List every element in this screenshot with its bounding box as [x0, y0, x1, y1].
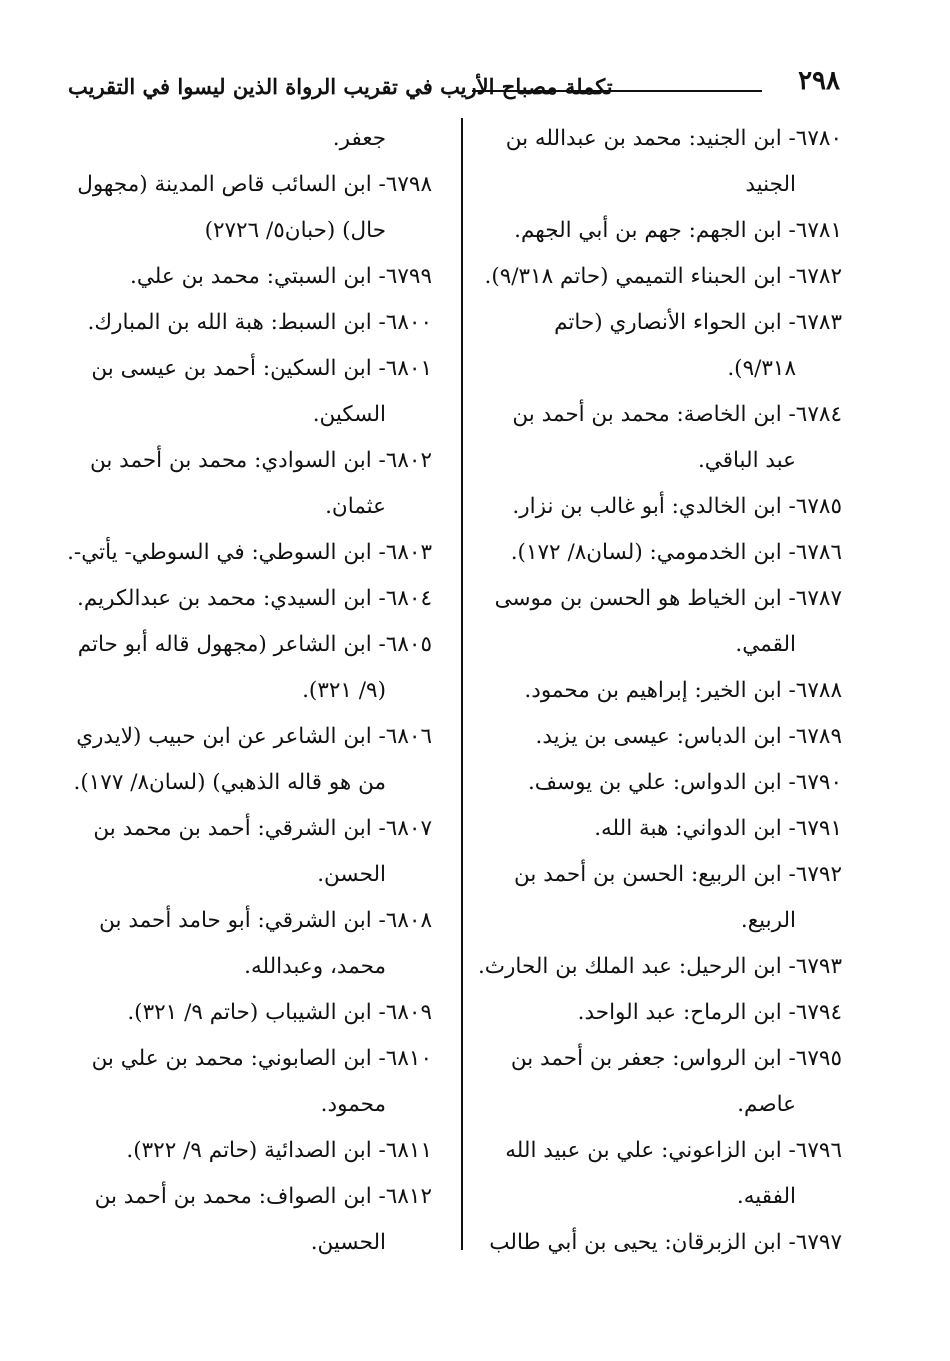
entry-text: ٦٨٠٠- ابن السبط: هبة الله بن المبارك. [87, 310, 432, 335]
entry-text: ٦٧٩٧- ابن الزبرقان: يحيى بن أبي طالب [489, 1230, 842, 1255]
entry-continuation: حال) (حبان٥/ ٢٧٢٦) [204, 218, 386, 243]
entry-text: ٦٨٠٦- ابن الشاعر عن ابن حبيب (لايدري [76, 724, 432, 749]
entry-text: ٦٧٨٤- ابن الخاصة: محمد بن أحمد بن [512, 402, 842, 427]
entry [470, 944, 842, 990]
entry-text: ٦٨١٠- ابن الصابوني: محمد بن علي بن [91, 1046, 432, 1071]
entry-continuation: من هو قاله الذهبي) (لسان٨/ ١٧٧). [73, 770, 386, 795]
running-title: تكملة مصباح الأريب في تقريب الرواة الذين ليسوا في التقريب [68, 74, 613, 99]
entry-text: ٦٧٨٢- ابن الحبناء التميمي (حاتم ٩/٣١٨). [484, 264, 842, 289]
entry-text: ٦٧٨٠- ابن الجنيد: محمد بن عبدالله بن [505, 126, 842, 151]
entry-text: ٦٧٨٣- ابن الحواء الأنصاري (حاتم [554, 310, 842, 335]
entry [60, 1036, 432, 1128]
entry [60, 1128, 432, 1174]
entry-text: ٦٨٠٢- ابن السوادي: محمد بن أحمد بن [89, 448, 432, 473]
entry-text: ٦٧٩٤- ابن الرماح: عبد الواحد. [577, 1000, 842, 1025]
entry-text: ٦٧٩٢- ابن الربيع: الحسن بن أحمد بن [514, 862, 842, 887]
entry-text: ٦٨٠٩- ابن الشيباب (حاتم ٩/ ٣٢١). [127, 1000, 432, 1025]
right-column [470, 116, 842, 1266]
entry-continuation: الفقيه. [736, 1184, 796, 1209]
entry-continuation: ٩/٣١٨). [727, 356, 796, 381]
entry-text: ٦٨٠٥- ابن الشاعر (مجهول قاله أبو حاتم [77, 632, 432, 657]
entry-continuation: القمي. [735, 632, 796, 657]
entry-text: ٦٧٨١- ابن الجهم: جهم بن أبي الجهم. [514, 218, 842, 243]
entry [470, 760, 842, 806]
entry [60, 714, 432, 806]
entry-text: ٦٧٩٩- ابن السبتي: محمد بن علي. [130, 264, 432, 289]
entry [60, 438, 432, 530]
entry [60, 898, 432, 990]
entry-continuation: الجنيد [745, 172, 796, 197]
entry-continuation: الحسن. [317, 862, 386, 887]
entry-text: ٦٧٨٩- ابن الدباس: عيسى بن يزيد. [535, 724, 842, 749]
entry-text: ٦٧٩٨- ابن السائب قاص المدينة (مجهول [77, 172, 432, 197]
entry [470, 990, 842, 1036]
entry [60, 990, 432, 1036]
column-divider [461, 118, 463, 1250]
entry-text: ٦٧٩٠- ابن الدواس: علي بن يوسف. [527, 770, 842, 795]
entry-text: ٦٨٠٧- ابن الشرقي: أحمد بن محمد بن [93, 816, 432, 841]
entry-text: ٦٧٩٦- ابن الزاعوني: علي بن عبيد الله [505, 1138, 842, 1163]
entry-continuation: محمود. [320, 1092, 386, 1117]
entry [60, 116, 432, 162]
entry [60, 530, 432, 576]
entry [470, 1128, 842, 1220]
entry [470, 300, 842, 392]
entry-continuation: عبد الباقي. [697, 448, 796, 473]
entry [60, 346, 432, 438]
entry [470, 806, 842, 852]
page-number: ٢٩٨ [798, 66, 840, 96]
entry [60, 622, 432, 714]
entry-text: ٦٧٩٥- ابن الرواس: جعفر بن أحمد بن [510, 1046, 842, 1071]
entry-text: ٦٨١٢- ابن الصواف: محمد بن أحمد بن [94, 1184, 432, 1209]
entry [60, 254, 432, 300]
left-column [60, 116, 432, 1266]
entry-continuation: الحسين. [310, 1230, 386, 1255]
entry [60, 300, 432, 346]
entry-continuation: جعفر. [332, 126, 386, 151]
entry [470, 392, 842, 484]
entry-text: ٦٧٨٥- ابن الخالدي: أبو غالب بن نزار. [512, 494, 842, 519]
entry-text: ٦٧٨٨- ابن الخير: إبراهيم بن محمود. [524, 678, 842, 703]
entry [470, 1036, 842, 1128]
entry-text: ٦٨٠٨- ابن الشرقي: أبو حامد أحمد بن [99, 908, 432, 933]
entry-continuation: السكين. [312, 402, 386, 427]
entry [470, 668, 842, 714]
entry-continuation: عثمان. [325, 494, 386, 519]
entry [60, 162, 432, 254]
entry [60, 576, 432, 622]
entry-text: ٦٨٠٤- ابن السيدي: محمد بن عبدالكريم. [77, 586, 432, 611]
entry [470, 254, 842, 300]
entry-text: ٦٧٩٣- ابن الرحيل: عبد الملك بن الحارث. [477, 954, 842, 979]
entry-text: ٦٧٩١- ابن الدواني: هبة الله. [594, 816, 842, 841]
entry [60, 806, 432, 898]
entry [470, 484, 842, 530]
entry [470, 116, 842, 208]
entry-text: ٦٨٠٣- ابن السوطي: في السوطي- يأتي-. [67, 540, 432, 565]
entry [470, 530, 842, 576]
page-header [68, 66, 840, 106]
entry-continuation: محمد، وعبدالله. [244, 954, 386, 979]
entry-text: ٦٨٠١- ابن السكين: أحمد بن عيسى بن [91, 356, 432, 381]
entry [470, 208, 842, 254]
entry-text: ٦٧٨٧- ابن الخياط هو الحسن بن موسى [494, 586, 842, 611]
entry-text: ٦٧٨٦- ابن الخدمومي: (لسان٨/ ١٧٢). [510, 540, 842, 565]
entry-continuation: عاصم. [737, 1092, 796, 1117]
entry [470, 1220, 842, 1266]
entry [470, 576, 842, 668]
entry [60, 1174, 432, 1266]
entry-text: ٦٨١١- ابن الصدائية (حاتم ٩/ ٣٢٢). [126, 1138, 432, 1163]
entry-continuation: (٩/ ٣٢١). [302, 678, 386, 703]
entry [470, 852, 842, 944]
entry [470, 714, 842, 760]
entry-continuation: الربيع. [740, 908, 796, 933]
